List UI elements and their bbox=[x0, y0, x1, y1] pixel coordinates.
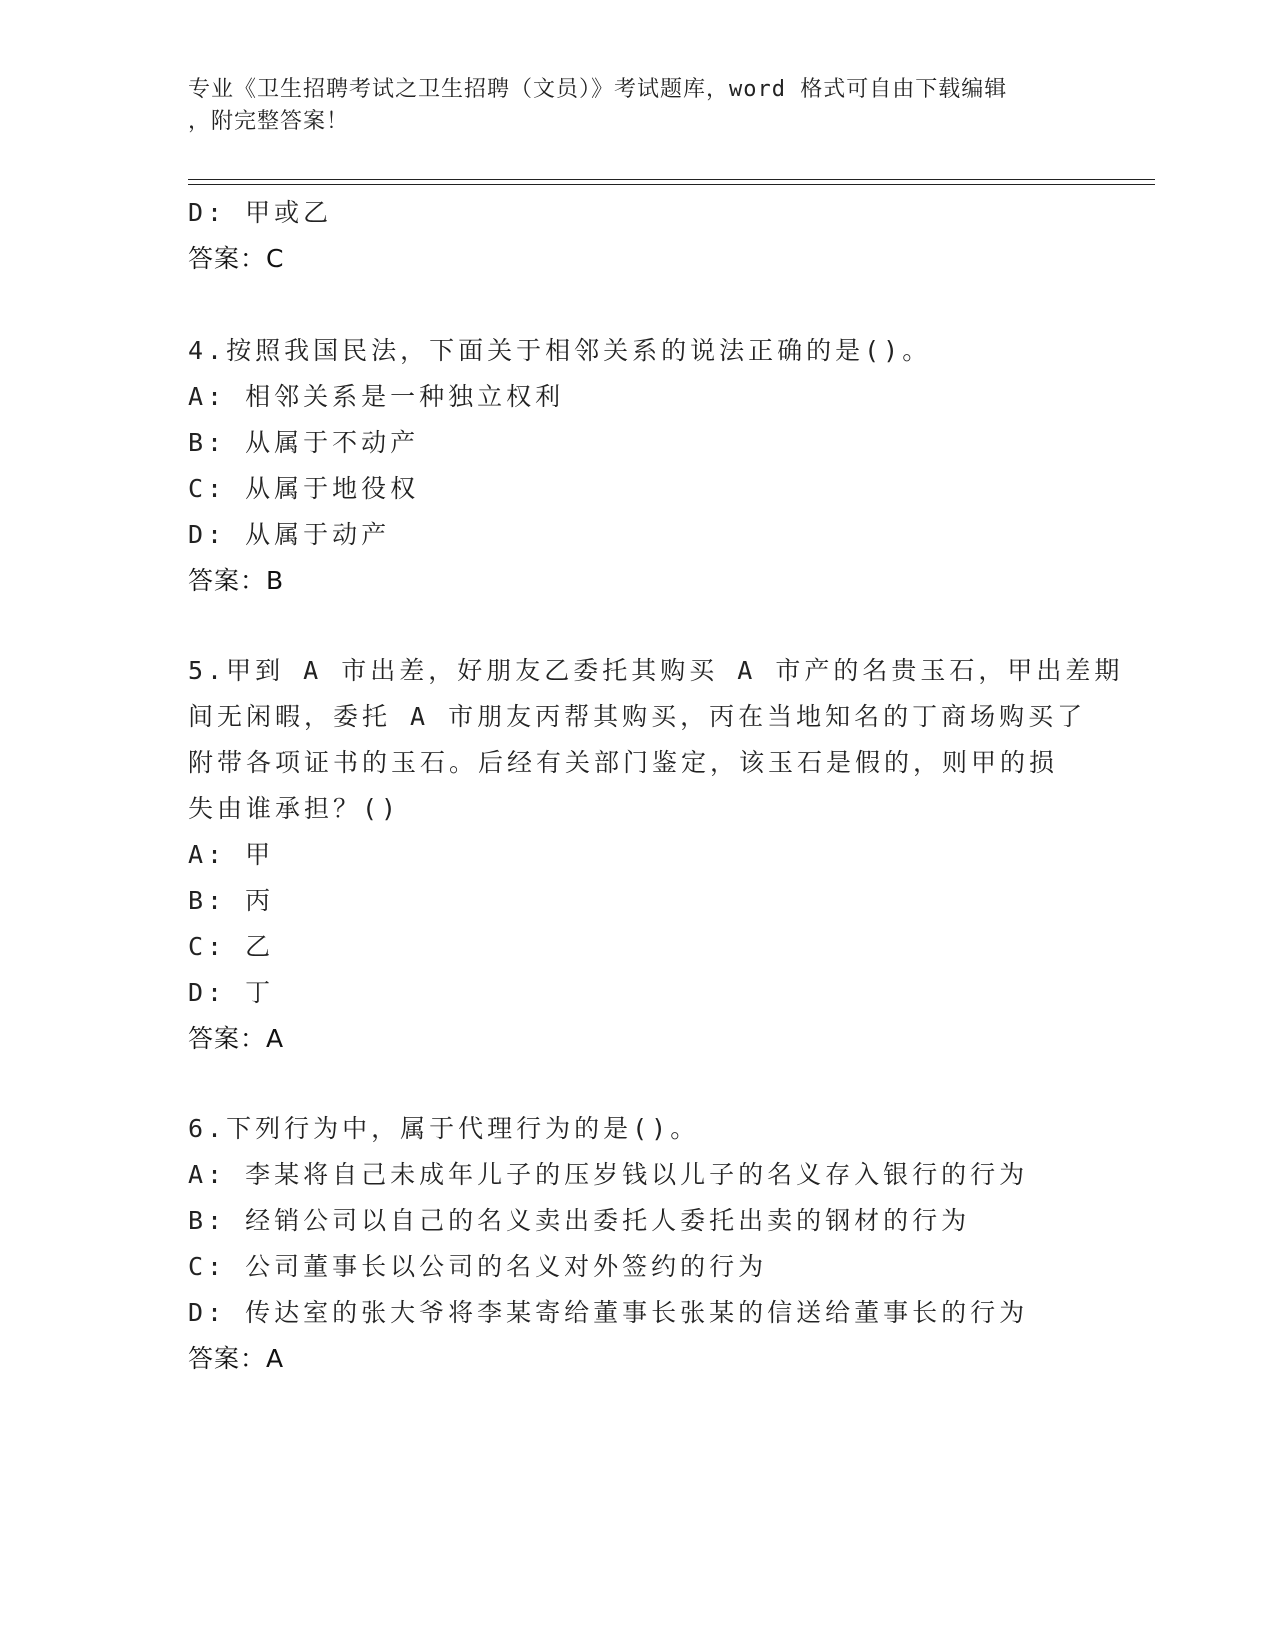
option-c: C: 公司董事长以公司的名义对外签约的行为 bbox=[188, 1252, 768, 1281]
answer-text: 答案：B bbox=[188, 566, 285, 595]
question-stem: 6.下列行为中，属于代理行为的是()。 bbox=[188, 1114, 700, 1143]
question-list bbox=[188, 190, 1124, 1382]
question-stem: 4.按照我国民法，下面关于相邻关系的说法正确的是()。 bbox=[188, 336, 932, 365]
option-d: D: 传达室的张大爷将李某寄给董事长张某的信送给董事长的行为 bbox=[188, 1298, 1029, 1327]
question-stem-line-2: 间无闲暇，委托 A 市朋友丙帮其购买，丙在当地知名的丁商场购买了 bbox=[188, 702, 1087, 731]
question-stem-line-1: 5.甲到 A 市出差，好朋友乙委托其购买 A 市产的名贵玉石，甲出差期 bbox=[188, 656, 1124, 685]
option-a: A: 李某将自己未成年儿子的压岁钱以儿子的名义存入银行的行为 bbox=[188, 1160, 1029, 1189]
option-d: D: 丁 bbox=[188, 978, 275, 1007]
answer-text: 答案：A bbox=[188, 1344, 285, 1373]
question-4 bbox=[188, 328, 1088, 604]
question-stem-line-4: 失由谁承担？() bbox=[188, 794, 401, 823]
answer-text: 答案：C bbox=[188, 244, 285, 273]
header-divider-top bbox=[188, 179, 1155, 180]
option-a: A: 相邻关系是一种独立权利 bbox=[188, 382, 565, 411]
page-header bbox=[188, 74, 1068, 138]
option-c: C: 从属于地役权 bbox=[188, 474, 420, 503]
question-5 bbox=[188, 648, 1124, 1062]
option-b: B: 丙 bbox=[188, 886, 275, 915]
header-line-2: ，附完整答案！ bbox=[188, 109, 350, 134]
option-a: A: 甲 bbox=[188, 840, 275, 869]
header-divider-bottom bbox=[188, 184, 1155, 185]
option-d: D: 甲或乙 bbox=[188, 198, 333, 227]
option-d: D: 从属于动产 bbox=[188, 520, 391, 549]
question-6 bbox=[188, 1106, 1088, 1382]
option-b: B: 从属于不动产 bbox=[188, 428, 420, 457]
option-b: B: 经销公司以自己的名义卖出委托人委托出卖的钢材的行为 bbox=[188, 1206, 971, 1235]
question-3-tail bbox=[188, 190, 1088, 282]
header-line-1: 专业《卫生招聘考试之卫生招聘（文员）》考试题库，word 格式可自由下载编辑 bbox=[188, 77, 1008, 102]
answer-text: 答案：A bbox=[188, 1024, 285, 1053]
question-stem-line-3: 附带各项证书的玉石。后经有关部门鉴定，该玉石是假的，则甲的损 bbox=[188, 748, 1059, 777]
option-c: C: 乙 bbox=[188, 932, 275, 961]
